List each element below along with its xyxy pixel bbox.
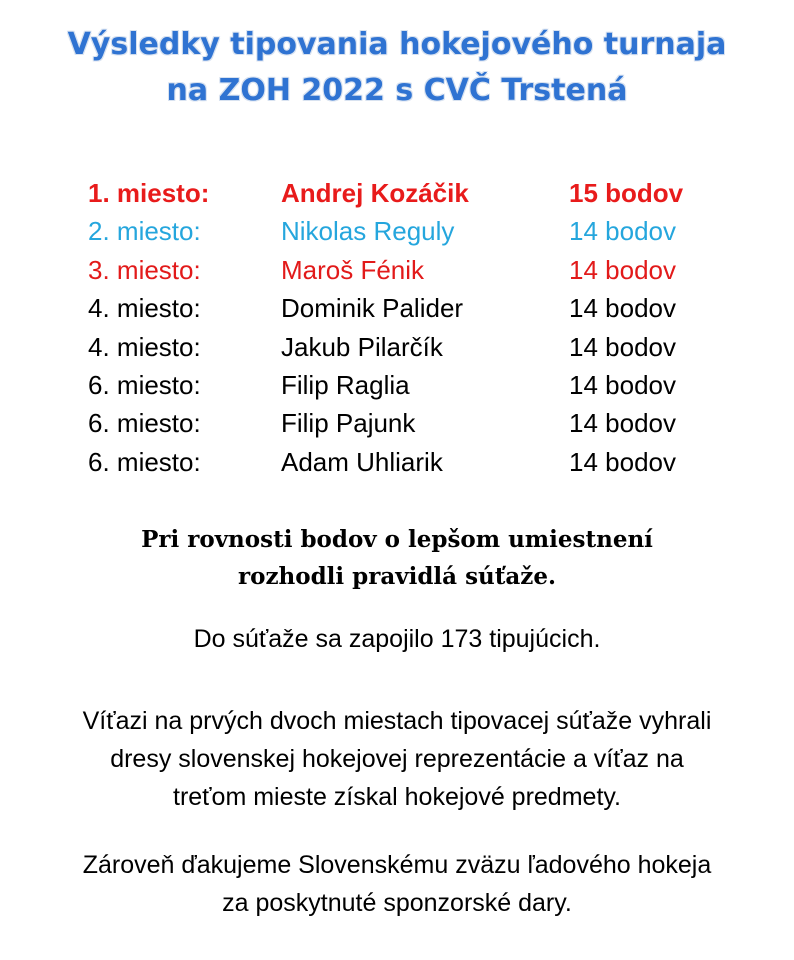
thanks-line-1: Zároveň ďakujeme Slovenskému zväzu ľadového hokeja [82,851,712,879]
result-points: 14 bodov [569,408,676,439]
title-line-2: na ZOH 2022 s CVČ Trstená [166,73,628,108]
result-place: 6. miesto: [88,408,201,439]
result-place: 1. miesto: [88,178,210,208]
result-row [0,443,794,481]
result-place: 6. miesto: [88,369,201,400]
result-name: Maroš Fénik [281,254,425,285]
tie-rule-line-2: rozhodli pravidlá súťaže. [238,563,556,590]
result-points: 14 bodov [569,293,676,324]
result-points: 14 bodov [569,254,676,285]
result-name: Nikolas Reguly [281,216,455,247]
thanks-paragraph [0,846,794,922]
result-name: Andrej Kozáčik [281,178,469,208]
result-name: Filip Raglia [281,369,410,400]
result-row [0,366,794,404]
prizes-paragraph [0,702,794,816]
result-points: 14 bodov [569,331,676,362]
prizes-line-2: dresy slovenskej hokejovej reprezentácie a víťaz na [110,745,684,773]
result-place: 2. miesto: [88,216,201,247]
result-place: 4. miesto: [88,293,201,324]
result-name: Filip Pajunk [281,408,416,439]
tie-rule-line-1: Pri rovnosti bodov o lepšom umiestnení [141,526,653,553]
result-row [0,328,794,366]
page-title [0,22,794,114]
results-table [0,174,794,481]
result-row [0,174,794,212]
result-row [0,404,794,442]
result-place: 4. miesto: [88,331,201,362]
result-name: Adam Uhliarik [281,446,443,477]
title-line-1: Výsledky tipovania hokejového turnaja [67,27,727,62]
result-points: 14 bodov [569,369,676,400]
prizes-line-3: treťom mieste získal hokejové predmety. [173,783,621,811]
result-points: 14 bodov [569,216,676,247]
prizes-line-1: Víťazi na prvých dvoch miestach tipovacej súťaže vyhrali [82,707,712,735]
thanks-line-2: za poskytnuté sponzorské dary. [222,889,572,917]
participants-line-1: Do súťaže sa zapojilo 173 tipujúcich. [193,625,601,653]
result-place: 6. miesto: [88,446,201,477]
result-name: Jakub Pilarčík [281,331,443,362]
tie-rule-note [0,521,794,595]
result-name: Dominik Palider [281,293,464,324]
result-row [0,289,794,327]
result-points: 15 bodov [569,178,684,208]
result-place: 3. miesto: [88,254,201,285]
participants-paragraph [0,620,794,658]
result-row [0,212,794,250]
result-row [0,251,794,289]
result-points: 14 bodov [569,446,676,477]
